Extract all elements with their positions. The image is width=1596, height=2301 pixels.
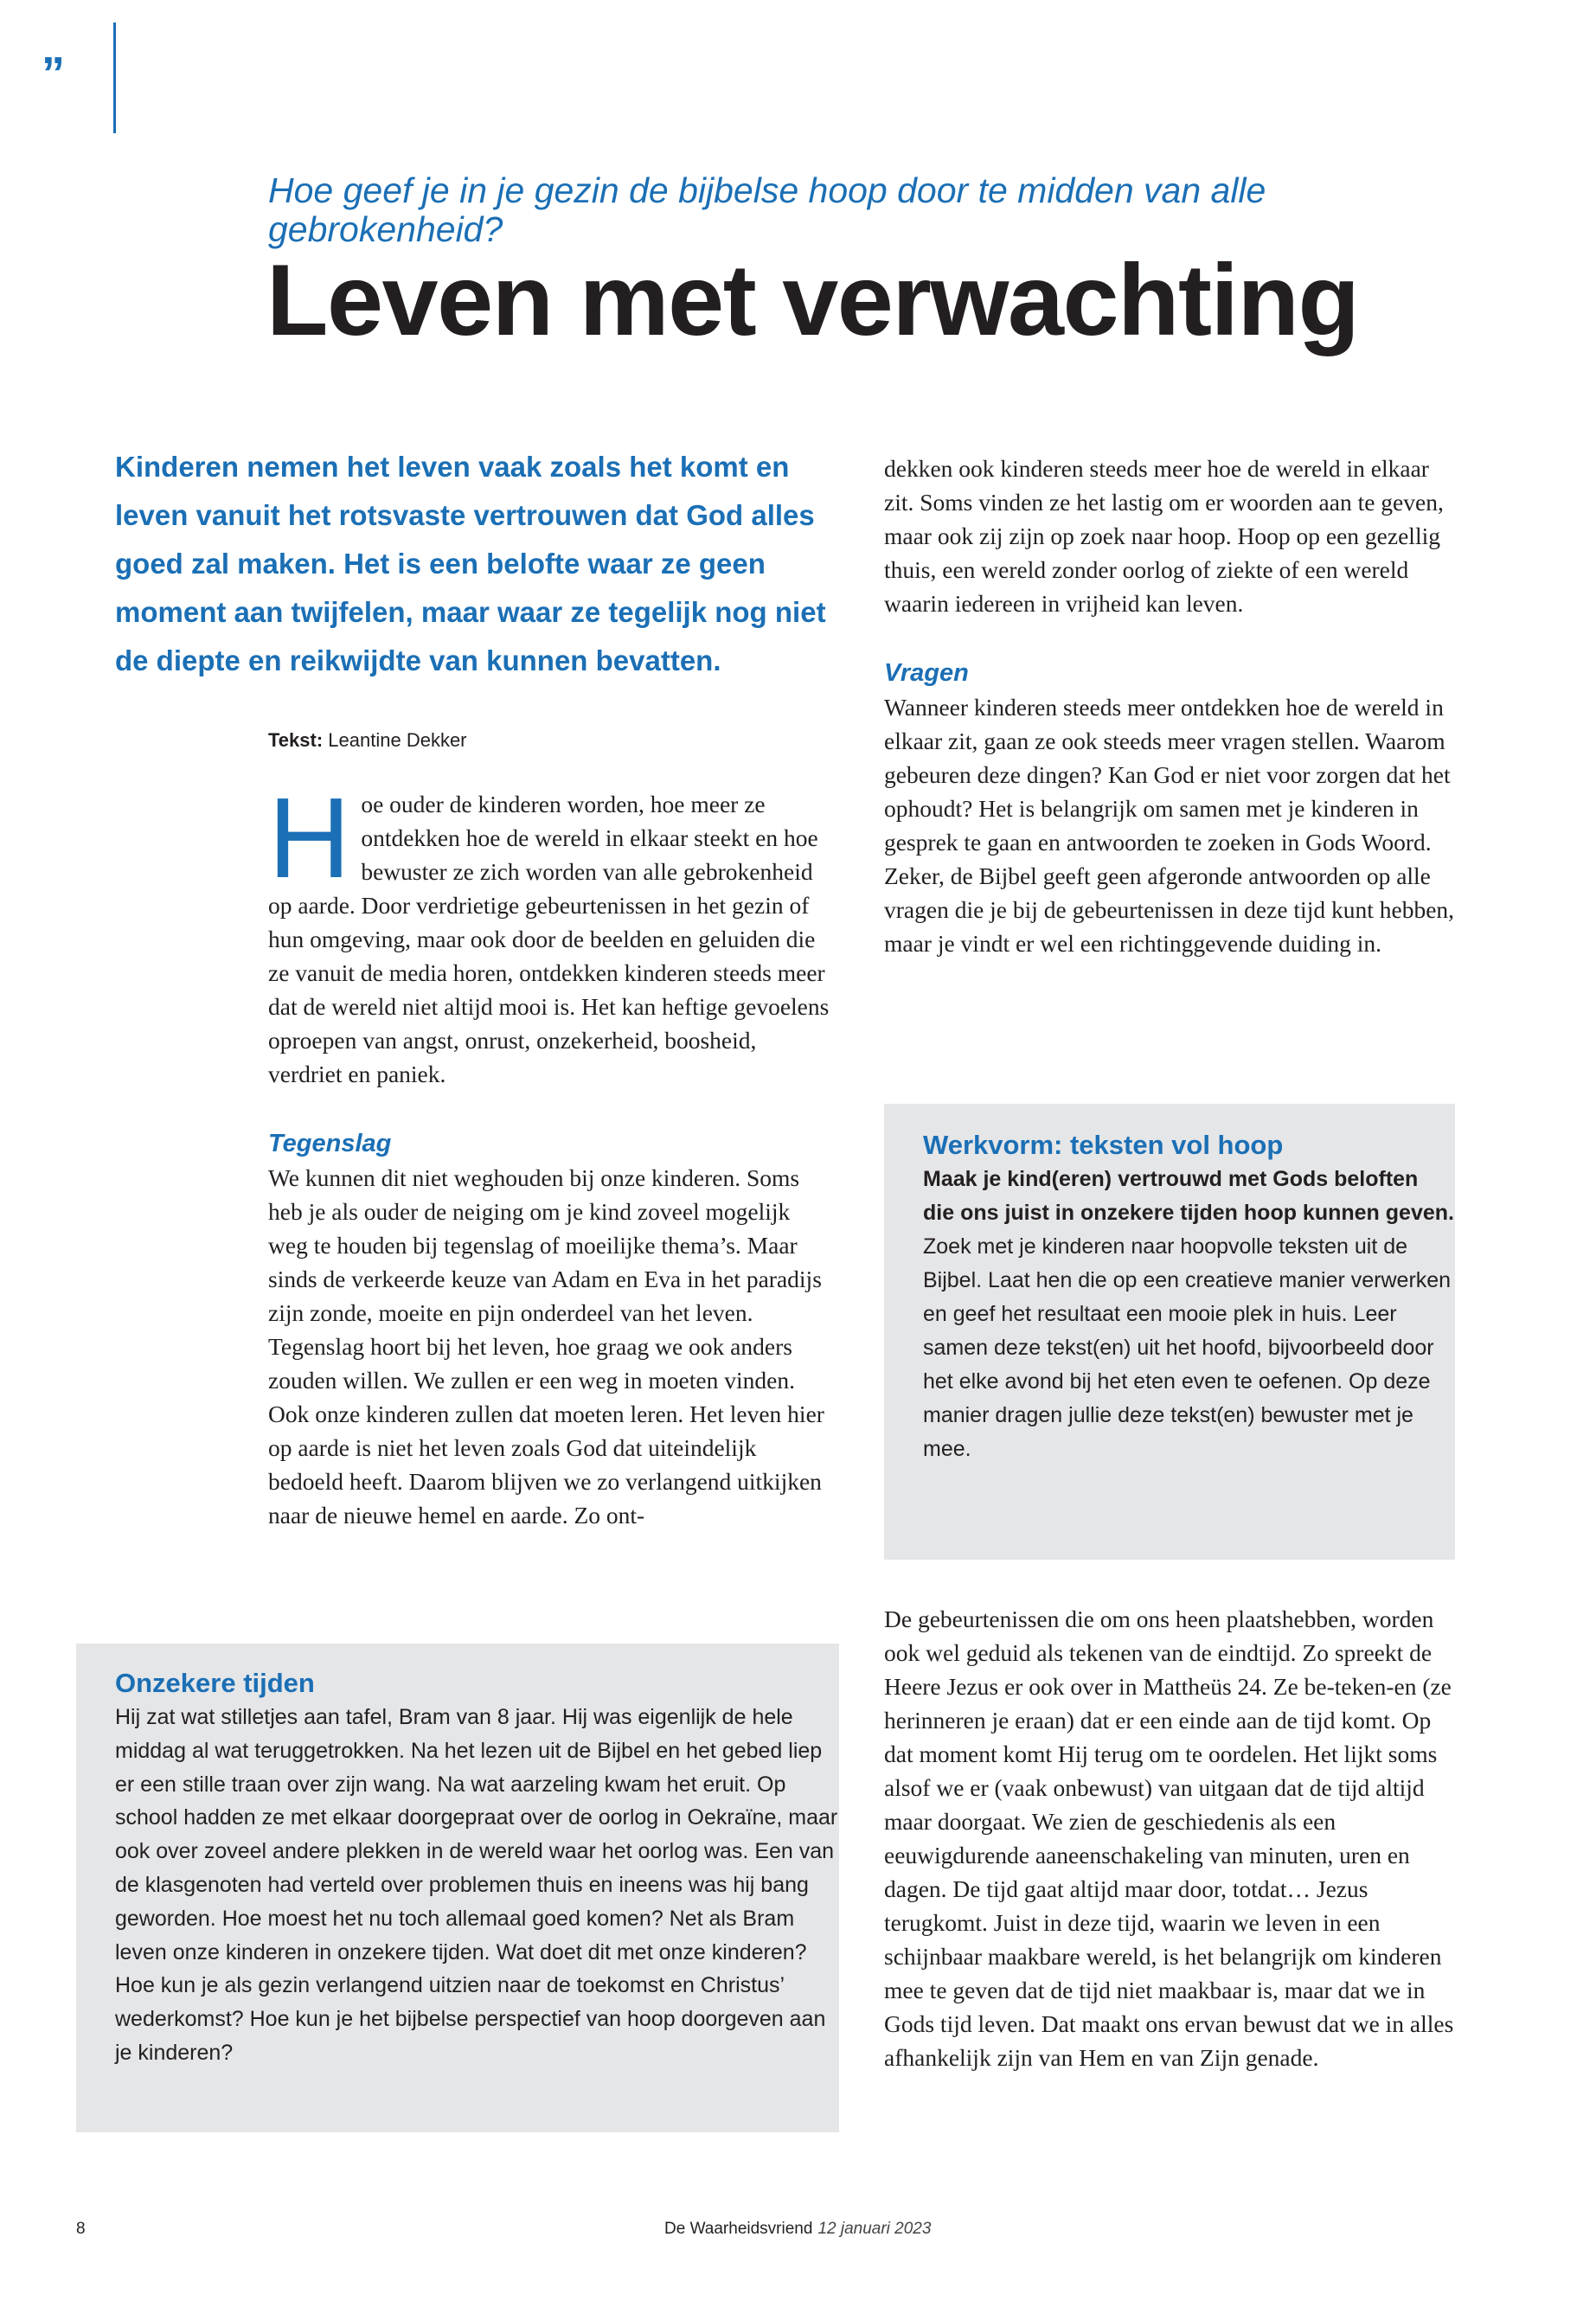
paragraph-text: oe ouder de kinderen worden, hoe meer ze ontdekken hoe de wereld in elkaar steekt en hoe bewuster ze zich worden van alle gebrokenheid op aarde. Door verdrietige gebeurtenissen in het gezin of hun omgeving, maar ook door de beelden en geluiden die ze vanuit de media horen, ontdekken kinderen steeds meer dat de wereld niet altijd mooi is. Het kan heftige gevoelens oproepen van angst, onrust, onzekerheid, boosheid, verdriet en paniek. xyxy=(268,791,830,1087)
article-column-right-bottom xyxy=(884,1602,1462,2074)
page-number: 8 xyxy=(76,2220,86,2238)
article-column-left xyxy=(268,774,835,1532)
kicker: Hoe geef je in je gezin de bijbelse hoop door te midden van alle gebrokenheid? xyxy=(268,170,1266,250)
werkvorm-text: Zoek met je kinderen naar hoopvolle teksten uit de Bijbel. Laat hen die op een creatieve manier verwerken en geef het resultaat een mooie plek in huis. Leer samen deze tekst(en) uit het hoofd, bijvoorbeeld door het elke avond bij het eten even te oefenen. Op deze manier dragen jullie deze tekst(en) bewuster met je mee. xyxy=(923,1234,1452,1461)
article-paragraph: We kunnen dit niet weghouden bij onze kinderen. Soms heb je als ouder de neiging om je kind zoveel mogelijk weg te houden bij tegenslag of moeilijke thema’s. Maar sinds de verkeerde keuze van Adam en Eva in het paradijs zijn zonde, moeite en pijn onderdeel van het leven. Tegenslag hoort bij het leven, hoe graag we ook anders zouden willen. We zullen er een weg in moeten vinden. Ook onze kinderen zullen dat moeten leren. Het leven hier op aarde is niet het leven zoals God dat uiteindelijk bedoeld heeft. Daarom blijven we zo verlangend uitkijken naar de nieuwe hemel en aarde. Zo ont- xyxy=(268,1164,824,1529)
intro-paragraph: Kinderen nemen het leven vaak zoals het komt en leven vanuit het rotsvaste vertrouwen dat God alles goed zal maken. Het is een belofte waar ze geen moment aan twijfelen, maar waar ze tegelijk nog niet de diepte en reikwijdte van kunnen bevatten. xyxy=(115,451,826,676)
article-paragraph xyxy=(268,774,835,1091)
footer-magazine xyxy=(664,2220,931,2239)
page-title: Leven met verwachting xyxy=(266,243,1359,356)
werkvorm-lead: Maak je kind(eren) vertrouwd met Gods beloften die ons juist in onzekere tijden hoop kunnen geven. xyxy=(923,1167,1454,1225)
article-paragraph: De gebeurtenissen die om ons heen plaatshebben, worden ook wel geduid als tekenen van de eindtijd. Zo spreekt de Heere Jezus er ook over in Mattheüs 24. Ze be-teken-en (ze herinneren je eraan) dat er een einde aan de tijd komt. Op dat moment komt Hij terug om te oordelen. Het lijkt soms alsof we er (vaak onbewust) van uitgaan dat de tijd altijd maar doorgaat. We zien de geschiedenis als een eeuwigdurende aaneenschakeling van minuten, uren en dagen. De tijd gaat altijd maar door, totdat… Jezus terugkomt. Juist in deze tijd, waarin we leven in een schijnbaar maakbare wereld, is het belangrijk om kinderen mee te geven dat de tijd niet maakbaar is, maar dat we in Gods tijd leven. Dat maakt ons ervan bewust dat we in alles afhankelijk zijn van Hem en van Zijn genade. xyxy=(884,1606,1454,2071)
quote-mark-icon: ” xyxy=(42,48,65,99)
drop-cap: H xyxy=(268,774,351,901)
subheading-vragen: Vragen xyxy=(884,659,969,687)
article-paragraph: Wanneer kinderen steeds meer ontdekken hoe de wereld in elkaar zit, gaan ze ook steeds meer vragen stellen. Waarom gebeuren deze dingen? Kan God er niet voor zorgen dat het ophoudt? Het is belangrijk om samen met je kinderen in gesprek te gaan en antwoorden te zoeken in Gods Woord. Zeker, de Bijbel geeft geen afgeronde antwoorden op alle vragen die je bij de gebeurtenissen in deze tijd kunt hebben, maar je vindt er wel een richtinggevende duiding in. xyxy=(884,694,1455,957)
byline-label: Tekst: xyxy=(268,729,324,751)
article-column-right xyxy=(884,452,1462,960)
onzekere-tijden-box xyxy=(76,1644,839,2132)
subheading-tegenslag: Tegenslag xyxy=(268,1130,392,1157)
byline-author: Leantine Dekker xyxy=(328,729,467,751)
werkvorm-title: Werkvorm: teksten vol hoop xyxy=(923,1130,1284,1160)
issue-date: 12 januari 2023 xyxy=(817,2220,932,2238)
vertical-rule xyxy=(113,22,116,133)
onzekere-tijden-text: Hij zat wat stilletjes aan tafel, Bram van 8 jaar. Hij was eigenlijk de hele middag al wat teruggetrokken. Na het lezen uit de Bijbel en het gebed liep er een stille traan over zijn wang. Na wat aarzeling kwam het eruit. Op school hadden ze met elkaar doorgepraat over de oorlog in Oekraïne, maar ook over zoveel andere plekken in de wereld waar het oorlog was. Een van de klasgenoten had verteld over problemen thuis en ineens was hij bang geworden. Hoe moest het nu toch allemaal goed komen? Net als Bram leven onze kinderen in onzekere tijden. Wat doet dit met onze kinderen? Hoe kun je als gezin verlangend uitzien naar de toekomst en Christus’ wederkomst? Hoe kun je het bijbelse perspectief van hoop doorgeven aan je kinderen? xyxy=(115,1705,838,2065)
byline xyxy=(268,729,467,752)
article-paragraph: dekken ook kinderen steeds meer hoe de wereld in elkaar zit. Soms vinden ze het lastig om er woorden aan te geven, maar ook zij zijn op zoek naar hoop. Hoop op een gezellig thuis, een wereld zonder oorlog of ziekte of een wereld waarin iedereen in vrijheid kan leven. xyxy=(884,455,1444,617)
werkvorm-box xyxy=(884,1104,1455,1560)
magazine-name: De Waarheidsvriend xyxy=(664,2220,813,2238)
onzekere-tijden-title: Onzekere tijden xyxy=(115,1668,315,1698)
